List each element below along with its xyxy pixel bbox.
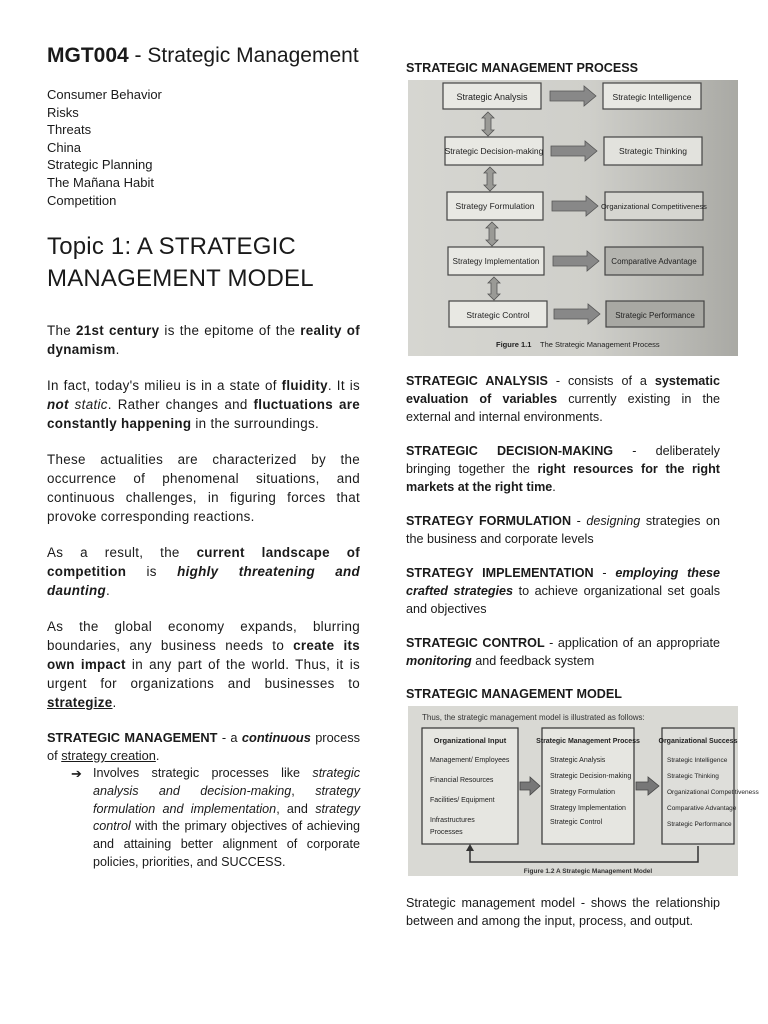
svg-text:Infrastructures: Infrastructures bbox=[430, 817, 475, 824]
paragraph-dynamism: The 21st century is the epitome of the reality of dynamism. bbox=[47, 323, 360, 358]
course-title: - Strategic Management bbox=[128, 44, 359, 67]
svg-text:Strategic Analysis: Strategic Analysis bbox=[550, 757, 606, 764]
paragraph-fluidity: In fact, today's milieu is in a state of fluidity. It is not static. Rather changes and fluctuations are constantly happening in the surroundings. bbox=[47, 378, 360, 432]
svg-text:Strategic Decision-making: Strategic Decision-making bbox=[444, 146, 544, 156]
svg-text:Processes: Processes bbox=[430, 829, 463, 836]
svg-text:Strategic Performance: Strategic Performance bbox=[615, 311, 695, 320]
paragraph-strategic-management: STRATEGIC MANAGEMENT - a continuous process of strategy creation. bbox=[47, 730, 360, 764]
svg-text:Strategic Performance: Strategic Performance bbox=[667, 821, 732, 828]
svg-text:Organizational Input: Organizational Input bbox=[433, 736, 507, 745]
svg-text:Organizational Competitiveness: Organizational Competitiveness bbox=[667, 789, 759, 796]
svg-text:Comparative Advantage: Comparative Advantage bbox=[611, 257, 697, 266]
left-box bbox=[447, 192, 543, 220]
left-column bbox=[47, 42, 360, 871]
paragraph-global-economy: As the global economy expands, blurring boundaries, any business needs to create its own impact in any part of the world. Thus, it is urgent for organizations and businesses to strategize. bbox=[47, 619, 360, 711]
svg-text:Strategy Implementation: Strategy Implementation bbox=[550, 805, 626, 812]
svg-text:Facilities/ Equipment: Facilities/ Equipment bbox=[430, 797, 495, 804]
left-box bbox=[443, 83, 541, 109]
right-box bbox=[606, 301, 704, 327]
model-heading: STRATEGIC MANAGEMENT MODEL bbox=[406, 687, 622, 701]
svg-text:Strategic Management Process: Strategic Management Process bbox=[536, 738, 640, 745]
list-item: Consumer Behavior bbox=[47, 87, 162, 102]
svg-text:Management/ Employees: Management/ Employees bbox=[430, 757, 510, 764]
document-title bbox=[47, 42, 360, 70]
svg-text:Strategic Intelligence: Strategic Intelligence bbox=[612, 92, 692, 102]
svg-text:Strategic Intelligence: Strategic Intelligence bbox=[667, 757, 728, 764]
svg-text:The Strategic Management Proce: The Strategic Management Process bbox=[540, 340, 660, 349]
right-box bbox=[601, 192, 707, 220]
course-code: MGT004 bbox=[47, 44, 129, 67]
svg-text:Comparative Advantage: Comparative Advantage bbox=[667, 805, 737, 812]
list-item: The Mañana Habit bbox=[47, 174, 154, 190]
paragraph-model-definition: Strategic management model - shows the relationship between and among the input, process, and output. bbox=[406, 896, 720, 928]
svg-text:Organizational Competitiveness: Organizational Competitiveness bbox=[601, 202, 707, 211]
svg-text:Strategic Thinking: Strategic Thinking bbox=[619, 146, 687, 156]
figure-model-diagram bbox=[408, 706, 759, 876]
right-box bbox=[605, 247, 703, 275]
svg-text:Financial Resources: Financial Resources bbox=[430, 777, 494, 784]
right-box bbox=[603, 83, 701, 109]
arrow-bullet-icon: ➔ bbox=[71, 766, 82, 782]
svg-text:Strategic Thinking: Strategic Thinking bbox=[667, 773, 719, 780]
svg-text:Strategic Control: Strategic Control bbox=[550, 819, 603, 826]
definition-decision-making: STRATEGIC DECISION-MAKING - deliberately bringing together the right resources for the right markets at the right time. bbox=[406, 444, 720, 494]
svg-text:Organizational Success: Organizational Success bbox=[658, 738, 738, 745]
left-box bbox=[449, 301, 547, 327]
bullet-item: ➔ Involves strategic processes like strategic analysis and decision-making, strategy formulation and implementation, and strategy control with the primary objectives of achieving and attaining better alignment of corporate policies, priorities, and SUCCESS. bbox=[71, 765, 360, 871]
left-box bbox=[445, 137, 544, 165]
list-item: Strategic Planning bbox=[47, 157, 153, 173]
paragraph-competition: As a result, the current landscape of competition is highly threatening and daunting. bbox=[47, 545, 360, 599]
definition-strategic-analysis: STRATEGIC ANALYSIS - consists of a systematic evaluation of variables currently existing in the external and internal environments. bbox=[406, 374, 720, 424]
svg-text:Strategic Control: Strategic Control bbox=[466, 310, 530, 320]
svg-text:Thus, the strategic management: Thus, the strategic management model is illustrated as follows: bbox=[422, 713, 645, 722]
svg-text:Figure 1.1: Figure 1.1 bbox=[496, 340, 532, 349]
svg-text:Strategic Decision-making: Strategic Decision-making bbox=[550, 773, 632, 780]
svg-text:Strategic Analysis: Strategic Analysis bbox=[456, 92, 528, 102]
process-heading: STRATEGIC MANAGEMENT PROCESS bbox=[406, 61, 639, 75]
svg-text:Figure 1.2 A Strategic Managem: Figure 1.2 A Strategic Management Model bbox=[523, 868, 653, 875]
svg-text:Strategy Formulation: Strategy Formulation bbox=[550, 789, 615, 796]
svg-text:Strategy Formulation: Strategy Formulation bbox=[455, 201, 535, 211]
paragraph-actualities: These actualities are characterized by the occurrence of phenomenal situations, and continuous challenges, in figuring forces that provoke corresponding reactions. bbox=[47, 452, 360, 525]
list-item: Competition bbox=[47, 192, 117, 208]
right-column bbox=[406, 60, 759, 946]
list-item: China bbox=[47, 139, 81, 155]
topic-heading: Topic 1: A STRATEGIC MANAGEMENT MODEL bbox=[47, 233, 314, 293]
definition-implementation: STRATEGY IMPLEMENTATION - employing these crafted strategies to achieve organizational set goals and objectives bbox=[406, 566, 720, 616]
definition-formulation: STRATEGY FORMULATION - designing strategies on the business and corporate levels bbox=[406, 514, 720, 546]
figure-process-diagram bbox=[408, 80, 738, 356]
definition-control: STRATEGIC CONTROL - application of an appropriate monitoring and feedback system bbox=[406, 636, 720, 668]
right-box bbox=[604, 137, 702, 165]
list-item: Threats bbox=[47, 122, 92, 138]
left-box bbox=[448, 247, 544, 275]
svg-text:Strategy Implementation: Strategy Implementation bbox=[452, 257, 540, 266]
list-item: Risks bbox=[47, 104, 79, 120]
topics-list bbox=[47, 86, 360, 209]
